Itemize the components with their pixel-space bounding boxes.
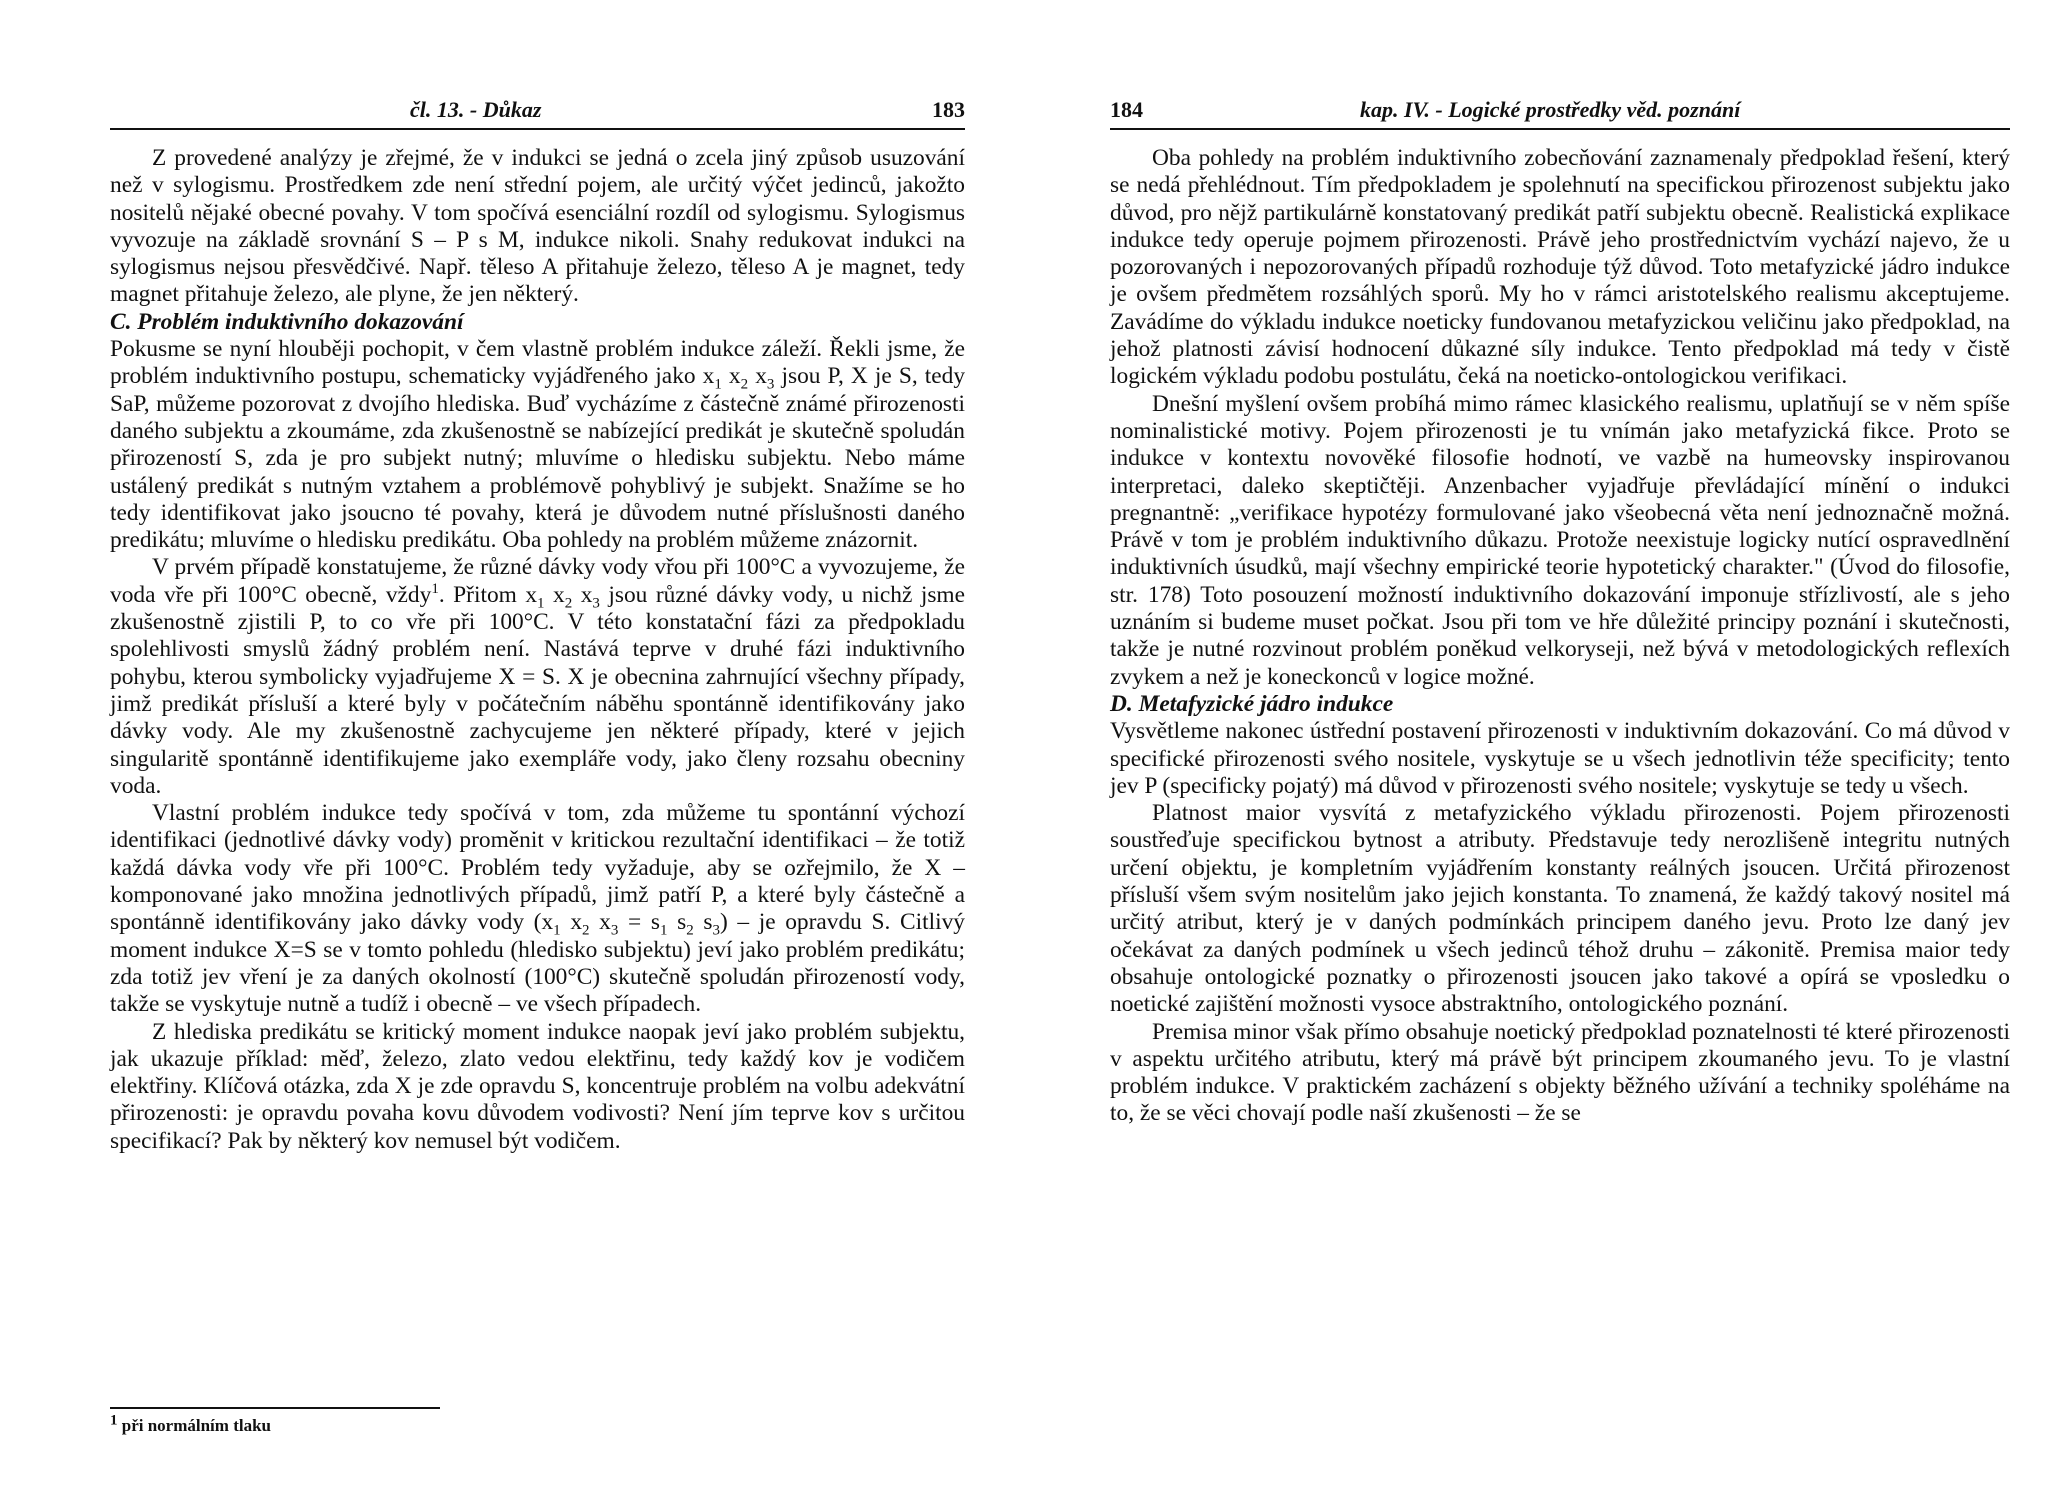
section-heading-c: C. Problém induktivního dokazování (110, 308, 464, 335)
footnote-divider (110, 1407, 440, 1409)
left-paragraph-5: Z hlediska predikátu se kritický moment indukce naopak jeví jako problém subjektu, jak ukazuje příklad: měď, železo, zlato vedou elektřinu, tedy každý kov je vodičem elektřiny. Klíčová otázka, zda X je zde opravdu S, koncentruje problém na volbu adekvátní přirozenosti: je opravdu povaha kovu důvodem vodivosti? Není jím teprve kov s určitou specifikací? Pak by některý kov nemusel být vodičem. (110, 1018, 965, 1154)
footnote-text: při normálním tlaku (117, 1416, 271, 1435)
right-paragraph-5: Premisa minor však přímo obsahuje noetický předpoklad poznatelnosti té které přirozenosti v aspektu určitého atributu, který má právě být principem zkoumaného jevu. To je vlastní problém indukce. V praktickém zacházení s objekty běžného užívání a techniky spoléháme na to, že se věci chovají podle naší zkušenosti – že se (1110, 1018, 2010, 1127)
section-heading-d: D. Metafyzické jádro indukce (1110, 690, 1394, 717)
footnote-ref: 1 (431, 580, 439, 597)
right-paragraph-3: Vysvětleme nakonec ústřední postavení přirozenosti v induktivním dokazování. Co má důvod v specifické přirozenosti svého nositele, vyskytuje se u všech jednotlivin téže specificity; tento jev P (specificky pojatý) má důvod v přirozenosti svého nositele; vyskytuje se tedy u všech. (1110, 718, 2010, 799)
right-paragraph-4: Platnost maior vysvítá z metafyzického výkladu přirozenosti. Pojem přirozenosti soustřeďuje specifickou bytnost a atributy. Představuje tedy nerozlišeně integritu nutných určení objektu, je kompletním vyjádřením konstanty reálných jsoucen. Určitá přirozenost přísluší všem svým nositelům jako jejich konstanta. To znamená, že každý takový nositel má určitý atribut, který je v daných podmínkách principem daného jevu. Proto lze daný jev očekávat za daných podmínek u všech jedinců téhož druhu – zákonitě. Premisa maior tedy obsahuje ontologické poznatky o přirozenosti jsoucen jako takové a opírá se vposledku o noetické zajištění možnosti vysoce abstraktního, ontologického poznání. (1110, 800, 2010, 1018)
footnote-mark: 1 (110, 1412, 118, 1429)
footnote (110, 1412, 271, 1437)
right-paragraph-1: Oba pohledy na problém induktivního zobecňování zaznamenaly předpoklad řešení, který se nedá přehlédnout. Tím předpokladem je spolehnutí na specifickou přirozenost subjektu jako důvod, pro nějž partikulárně konstatovaný predikát patří subjektu obecně. Realistická explikace indukce tedy operuje pojmem přirozenosti. Právě jeho prostřednictvím vychází najevo, že u pozorovaných i nepozorovaných případů rozhoduje týž důvod. Toto metafyzické jádro indukce je ovšem předmětem rozsáhlých sporů. My ho v rámci aristotelského realismu akceptujeme. Zavádíme do výkladu indukce noeticky fundovanou metafyzickou veličinu jako předpoklad, na jehož platnosti závisí hodnocení důkazné síly indukce. Tento předpoklad má tedy v čistě logickém výkladu podobu postulátu, čeká na noeticko-ontologickou verifikaci. (1110, 145, 2010, 390)
right-paragraph-2: Dnešní myšlení ovšem probíhá mimo rámec klasického realismu, uplatňují se v něm spíše nominalistické motivy. Pojem přirozenosti je tu vnímán jako metafyzická fikce. Proto se indukce v kontextu novověké filosofie hodnotí, ve vazbě na humeovsky inspirovanou interpretaci, daleko skeptičtěji. Anzenbacher vyjadřuje převládající mínění o indukci pregnantně: „verifikace hypotézy formulované jako všeobecná věta není jednoznačně možná. Právě v tom je problém induktivního důkazu. Protože neexistuje logicky nutící ospravedlnění induktivních úsudků, mají všechny empirické teorie hypotetický charakter." (Úvod do filosofie, str. 178) Toto posouzení možností induktivního dokazování imponuje střízlivostí, ale s jeho uznáním si budeme muset počkat. Jsou při tom ve hře důležité principy poznání i skutečnosti, takže je nutné rozvinout problém poněkud velkoryseji, než bývá v metodologických reflexích zvykem a než je koneckonců v logice možné. (1110, 390, 2010, 690)
left-running-head (110, 92, 965, 130)
right-page-number: 184 (1110, 97, 1143, 122)
left-body (110, 145, 965, 1155)
right-header-title: kap. IV. - Logické prostředky věd. poznání (1360, 97, 1741, 122)
right-running-head (1110, 92, 2010, 130)
left-paragraph-4: Vlastní problém indukce tedy spočívá v tom, zda můžeme tu spontánní výchozí identifikaci (jednotlivé dávky vody) proměnit v kritickou rezultační identifikaci – že totiž každá dávka vody vře při 100°C. Problém tedy vyžaduje, aby se ozřejmilo, že X – komponované jako množina jednotlivých případů, jimž patří P, a které byly částečně a spontánně identifikovány jako dávky vody ($x_1$ $x_2$ $x_3 = s_1$ $s_2$ $s_3$) – je opravdu S. Citlivý moment indukce X=S se v tomto pohledu (hledisko subjektu) jeví jako problém predikátu; zda totiž jev vření je za daných okolností (100°C) skutečně spoludán přirozeností vody, takže se vyskytuje nutně a tudíž i obecně – ve všech případech. (110, 800, 965, 1018)
left-paragraph-3: V prvém případě konstatujeme, že různé dávky vody vřou při 100°C a vyvozujeme, že voda vře při 100°C obecně, vždy$^1$. Přitom $x_1$ $x_2$ $x_3$ jsou různé dávky vody, u nichž jsme zkušenostně zjistili P, to co vře při 100°C. V této konstatační fázi za předpokladu spolehlivosti smyslů žádný problém není. Nastává teprve v druhé fázi induktivního pohybu, kterou symbolicky vyjadřujeme X = S. X je obecnina zahrnující všechny případy, jimž predikát přísluší a které byly v počátečním náběhu spontánně identifikovány jako dávky vody. Ale my zkušenostně zachycujeme jen některé případy, které v jejich singularitě spontánně identifikujeme jako exempláře vody, jako členy rozsahu obecniny voda. (110, 554, 966, 799)
left-paragraph-2: Pokusme se nyní hlouběji pochopit, v čem vlastně problém indukce záleží. Řekli jsme, že problém induktivního postupu, schematicky vyjádřeného jako $x_1$ $x_2$ $x_3$ jsou P, X je S, tedy SaP, můžeme pozorovat z dvojího hlediska. Buď vycházíme z částečně známé přirozenosti daného subjektu a zkoumáme, zda zkušenostně se nabízející predikát je skutečně spoludán přirozeností S, zda je pro subjekt nutný; mluvíme o hledisku subjektu. Nebo máme ustálený predikát s nutným vztahem a problémově pohyblivý je subjekt. Snažíme se ho tedy identifikovat jako jsoucno té povahy, která je důvodem nutné příslušnosti daného predikátu; mluvíme o hledisku predikátu. Oba pohledy na problém můžeme znázornit. (110, 336, 966, 554)
left-header-title: čl. 13. - Důkaz (410, 97, 542, 122)
left-page-number: 183 (932, 97, 965, 122)
right-body (1110, 145, 2010, 1128)
left-paragraph-1: Z provedené analýzy je zřejmé, že v indukci se jedná o zcela jiný způsob usuzování než v sylogismu. Prostředkem zde není střední pojem, ale určitý výčet jedinců, jakožto nositelů nějaké obecné povahy. V tom spočívá esenciální rozdíl od sylogismu. Sylogismus vyvozuje na základě srovnání S – P s M, indukce nikoli. Snahy redukovat indukci na sylogismus nejsou přesvědčivé. Např. těleso A přitahuje železo, těleso A je magnet, tedy magnet přitahuje železo, ale plyne, že jen některý. (110, 145, 965, 308)
